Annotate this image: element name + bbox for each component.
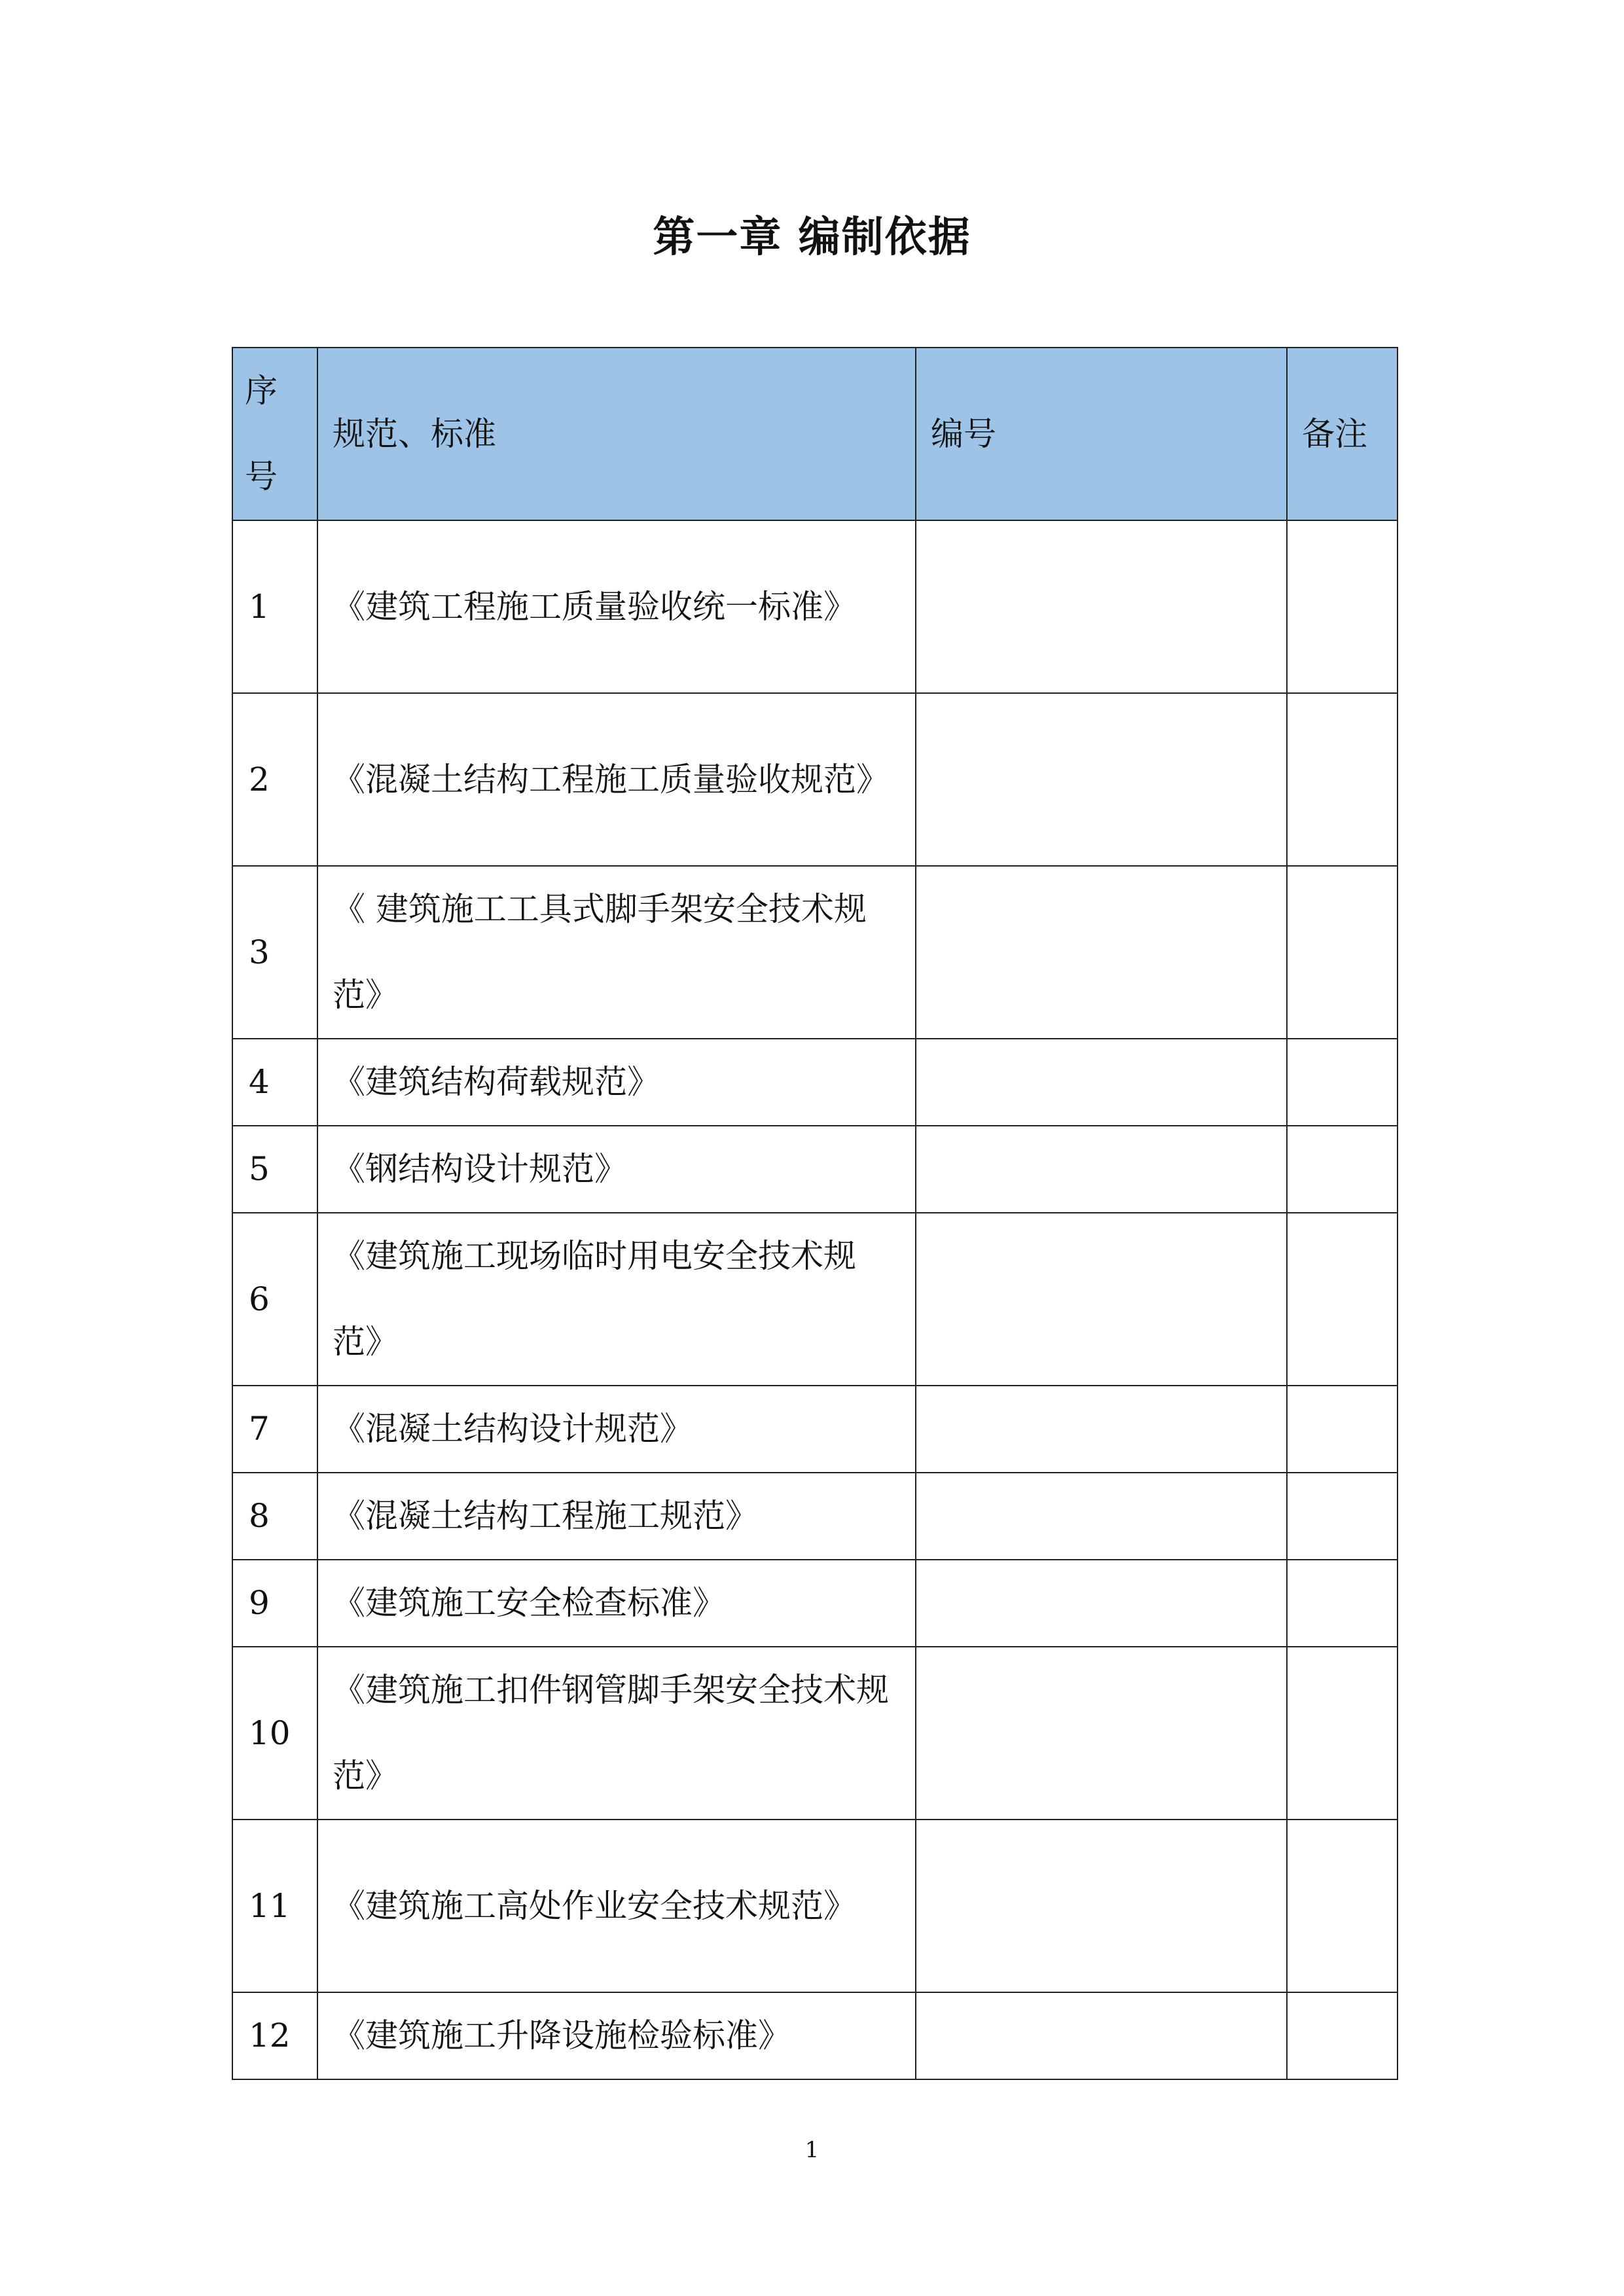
row-seq: 6 — [232, 1213, 317, 1386]
row-code — [916, 1473, 1287, 1560]
row-note — [1287, 1473, 1398, 1560]
table-row — [232, 866, 1398, 1039]
row-note — [1287, 1039, 1398, 1126]
table-row — [232, 1126, 1398, 1213]
row-name: 《钢结构设计规范》 — [317, 1126, 916, 1213]
row-seq: 10 — [232, 1647, 317, 1820]
row-seq: 7 — [232, 1386, 317, 1473]
row-name: 《建筑施工扣件钢管脚手架安全技术规范》 — [317, 1647, 916, 1820]
header-seq: 序号 — [232, 348, 317, 520]
row-seq: 2 — [232, 693, 317, 866]
table-row — [232, 1039, 1398, 1126]
table-row — [232, 1473, 1398, 1560]
header-note: 备注 — [1287, 348, 1398, 520]
standards-table — [232, 347, 1398, 2080]
row-name: 《建筑施工升降设施检验标准》 — [317, 1992, 916, 2079]
row-code — [916, 1386, 1287, 1473]
header-code: 编号 — [916, 348, 1287, 520]
row-code — [916, 1560, 1287, 1647]
header-name: 规范、标准 — [317, 348, 916, 520]
row-note — [1287, 520, 1398, 693]
row-code — [916, 1647, 1287, 1820]
table-row — [232, 1386, 1398, 1473]
row-note — [1287, 1126, 1398, 1213]
row-name: 《建筑结构荷载规范》 — [317, 1039, 916, 1126]
row-note — [1287, 1560, 1398, 1647]
row-code — [916, 1820, 1287, 1992]
page-title: 第一章 编制依据 — [653, 213, 971, 262]
table-row — [232, 520, 1398, 693]
row-note — [1287, 1647, 1398, 1820]
row-note — [1287, 1820, 1398, 1992]
row-note — [1287, 1992, 1398, 2079]
row-code — [916, 1126, 1287, 1213]
row-name: 《建筑施工安全检查标准》 — [317, 1560, 916, 1647]
row-code — [916, 1213, 1287, 1386]
row-seq: 9 — [232, 1560, 317, 1647]
table-row — [232, 1560, 1398, 1647]
row-note — [1287, 1213, 1398, 1386]
table-row — [232, 1820, 1398, 1992]
row-seq: 11 — [232, 1820, 317, 1992]
row-code — [916, 1992, 1287, 2079]
row-code — [916, 866, 1287, 1039]
row-seq: 3 — [232, 866, 317, 1039]
row-name: 《混凝土结构工程施工质量验收规范》 — [317, 693, 916, 866]
row-code — [916, 520, 1287, 693]
table-row — [232, 1213, 1398, 1386]
row-name: 《建筑施工高处作业安全技术规范》 — [317, 1820, 916, 1992]
row-note — [1287, 866, 1398, 1039]
row-seq: 5 — [232, 1126, 317, 1213]
table-row — [232, 693, 1398, 866]
row-code — [916, 693, 1287, 866]
row-name: 《 建筑施工工具式脚手架安全技术规范》 — [317, 866, 916, 1039]
row-seq: 8 — [232, 1473, 317, 1560]
row-code — [916, 1039, 1287, 1126]
row-seq: 1 — [232, 520, 317, 693]
row-note — [1287, 1386, 1398, 1473]
row-name: 《建筑工程施工质量验收统一标准》 — [317, 520, 916, 693]
table-header-row — [232, 348, 1398, 520]
row-name: 《混凝土结构设计规范》 — [317, 1386, 916, 1473]
row-name: 《混凝土结构工程施工规范》 — [317, 1473, 916, 1560]
table-row — [232, 1992, 1398, 2079]
page-number: 1 — [804, 2137, 820, 2163]
row-note — [1287, 693, 1398, 866]
row-name: 《建筑施工现场临时用电安全技术规范》 — [317, 1213, 916, 1386]
table-row — [232, 1647, 1398, 1820]
row-seq: 12 — [232, 1992, 317, 2079]
row-seq: 4 — [232, 1039, 317, 1126]
